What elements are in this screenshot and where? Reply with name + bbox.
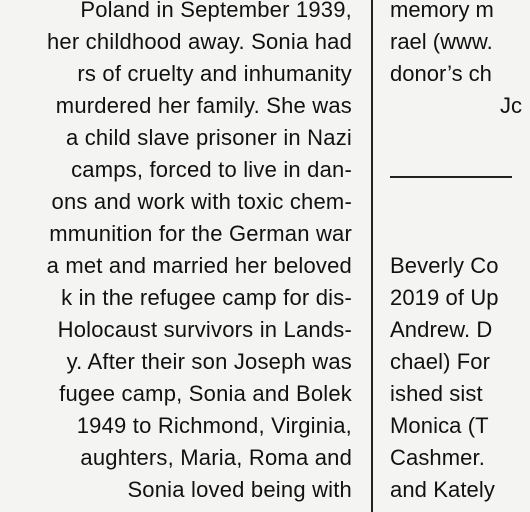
text-line: rs of cruelty and inhumanity — [77, 61, 352, 86]
text-line: murdered her family. She was — [55, 93, 352, 118]
text-line: rael (www. — [390, 29, 493, 54]
text-line: Poland in September 1939, — [80, 0, 352, 22]
text-line: donor’s ch — [390, 61, 492, 86]
text-line: chael) For — [390, 349, 491, 374]
text-line: 1949 to Richmond, Virginia, — [76, 413, 352, 438]
text-line: Andrew. D — [390, 317, 493, 342]
text-line: and Kately — [390, 477, 495, 502]
obituary-column-right-bottom — [390, 250, 530, 506]
text-line: Cashmer. — [390, 445, 485, 470]
text-line: Beverly Co — [390, 253, 499, 278]
text-line: Sonia loved being with — [127, 477, 352, 502]
text-line: k in the refugee camp for dis- — [61, 285, 352, 310]
section-divider — [390, 176, 512, 178]
text-line: a child slave prisoner in Nazi — [65, 125, 352, 150]
text-line: aughters, Maria, Roma and — [80, 445, 352, 470]
text-line: Monica (T — [390, 413, 489, 438]
text-line: a met and married her beloved — [46, 253, 352, 278]
text-line: y. After their son Joseph was — [66, 349, 352, 374]
obituary-column-right-top — [390, 0, 530, 122]
text-line: Jc — [500, 93, 522, 118]
text-line: Holocaust survivors in Lands- — [57, 317, 352, 342]
text-line: camps, forced to live in dan- — [71, 157, 352, 182]
text-line: mmunition for the German war — [49, 221, 352, 246]
right-column-clip — [373, 0, 522, 512]
text-line: ons and work with toxic chem- — [51, 189, 352, 214]
text-line: 2019 of Up — [390, 285, 499, 310]
text-line: her childhood away. Sonia had — [46, 29, 352, 54]
text-line: fugee camp, Sonia and Bolek — [59, 381, 352, 406]
text-line: ished sist — [390, 381, 483, 406]
text-line: memory m — [390, 0, 494, 22]
